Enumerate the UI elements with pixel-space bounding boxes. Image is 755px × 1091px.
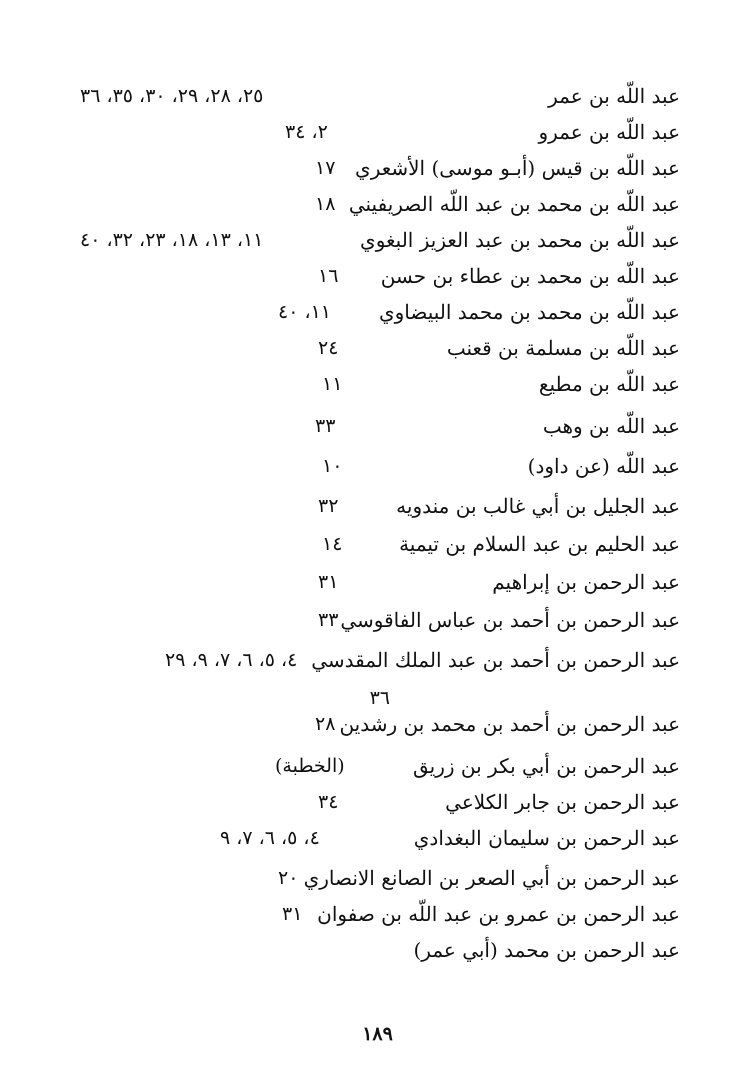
entry-pages: ١٤ [322, 533, 343, 555]
index-entry [60, 604, 680, 640]
entry-pages: (الخطبة) [275, 755, 345, 777]
entry-name: عبد اللّه بن محمد بن عبد العزيز البغوي [360, 228, 680, 252]
index-entry [60, 862, 680, 898]
entry-pages: ٢، ٣٤ [285, 121, 328, 143]
entry-pages: ٤، ٥، ٦، ٧، ٩، ٢٩ [165, 649, 298, 671]
index-entry [60, 566, 680, 602]
entry-name: عبد اللّه بن مطيع [538, 372, 680, 396]
entry-name: عبد الرحمن بن محمد (أبي عمر) [413, 938, 680, 962]
entry-name: عبد الرحمن بن سليمان البغدادي [413, 826, 680, 850]
entry-pages-continuation: ٣٦ [369, 687, 390, 709]
entry-pages: ١١، ٤٠ [278, 301, 332, 323]
entry-pages: ١١، ١٣، ١٨، ٢٣، ٣٢، ٤٠ [80, 229, 264, 251]
entry-pages: ٣٤ [318, 791, 339, 813]
entry-pages: ٣٣ [315, 415, 336, 437]
entry-name: عبد الرحمن بن أحمد بن محمد بن رشدين [339, 712, 680, 736]
entry-pages: ٤، ٥، ٦، ٧، ٩ [220, 827, 320, 849]
index-entry [60, 490, 680, 526]
entry-name: عبد الرحمن بن عمرو بن عبد اللّه بن صفوان [317, 902, 680, 926]
index-entry [60, 260, 680, 296]
entry-pages: ٣٢ [318, 495, 339, 517]
index-entry [60, 528, 680, 564]
entry-pages: ٢٤ [318, 337, 339, 359]
index-entry [60, 822, 680, 858]
entry-pages: ٣١ [318, 571, 339, 593]
entry-name: عبد اللّه بن محمد بن عطاء بن حسن [380, 264, 680, 288]
entry-name: عبد اللّه بن قيس (أبـو موسى) الأشعري [355, 156, 680, 180]
index-entry [60, 708, 680, 744]
index-entry [60, 898, 680, 934]
entry-name: عبد اللّه بن عمرو [538, 120, 680, 144]
entry-pages: ٢٠ [278, 867, 299, 889]
entry-pages: ٣٣ [318, 609, 339, 631]
index-entry [60, 368, 680, 404]
index-entry [60, 152, 680, 188]
entry-name: عبد اللّه بن عمر [548, 84, 680, 108]
entry-name: عبد اللّه بن وهب [542, 414, 680, 438]
index-entry [60, 332, 680, 368]
entry-name: عبد الرحمن بن أبي الصعر بن الصانع الانصاري [303, 866, 680, 890]
index-entry [60, 786, 680, 822]
entry-name: عبد الرحمن بن أحمد بن عباس الفاقوسي [340, 608, 680, 632]
index-entry [60, 934, 680, 970]
entry-name: عبد الرحمن بن إبراهيم [492, 570, 680, 594]
entry-name: عبد اللّه (عن داود) [527, 454, 680, 478]
index-entry [60, 188, 680, 224]
entry-name: عبد اللّه بن محمد بن عبد اللّه الصريفيني [348, 192, 680, 216]
entry-name: عبد الرحمن بن أبي بكر بن زريق [412, 754, 680, 778]
entry-pages: ٣١ [282, 903, 303, 925]
entry-name: عبد الحليم بن عبد السلام بن تيمية [399, 532, 680, 556]
index-entry [60, 410, 680, 446]
entry-name: عبد الرحمن بن جابر الكلاعي [445, 790, 680, 814]
entry-pages: ٢٥، ٢٨، ٢٩، ٣٠، ٣٥، ٣٦ [80, 85, 264, 107]
entry-pages: ١٧ [315, 157, 336, 179]
entry-pages: ١٦ [318, 265, 339, 287]
page-number: ١٨٩ [362, 1023, 393, 1045]
index-entry [60, 80, 680, 116]
entry-name: عبد الجليل بن أبي غالب بن مندويه [396, 494, 680, 518]
entry-pages: ١١ [322, 373, 343, 395]
entry-pages: ١٠ [322, 455, 343, 477]
index-entry [60, 296, 680, 332]
index-entry [60, 750, 680, 786]
entry-name: عبد اللّه بن مسلمة بن قعنب [446, 336, 680, 360]
entry-name: عبد اللّه بن محمد بن محمد البيضاوي [378, 300, 680, 324]
index-entry [60, 450, 680, 486]
index-entry [60, 224, 680, 260]
index-entry [60, 644, 680, 709]
entry-name: عبد الرحمن بن أحمد بن عبد الملك المقدسي [311, 648, 680, 672]
entry-pages: ١٨ [315, 193, 336, 215]
index-entry [60, 116, 680, 152]
entry-pages: ٢٨ [315, 713, 336, 735]
